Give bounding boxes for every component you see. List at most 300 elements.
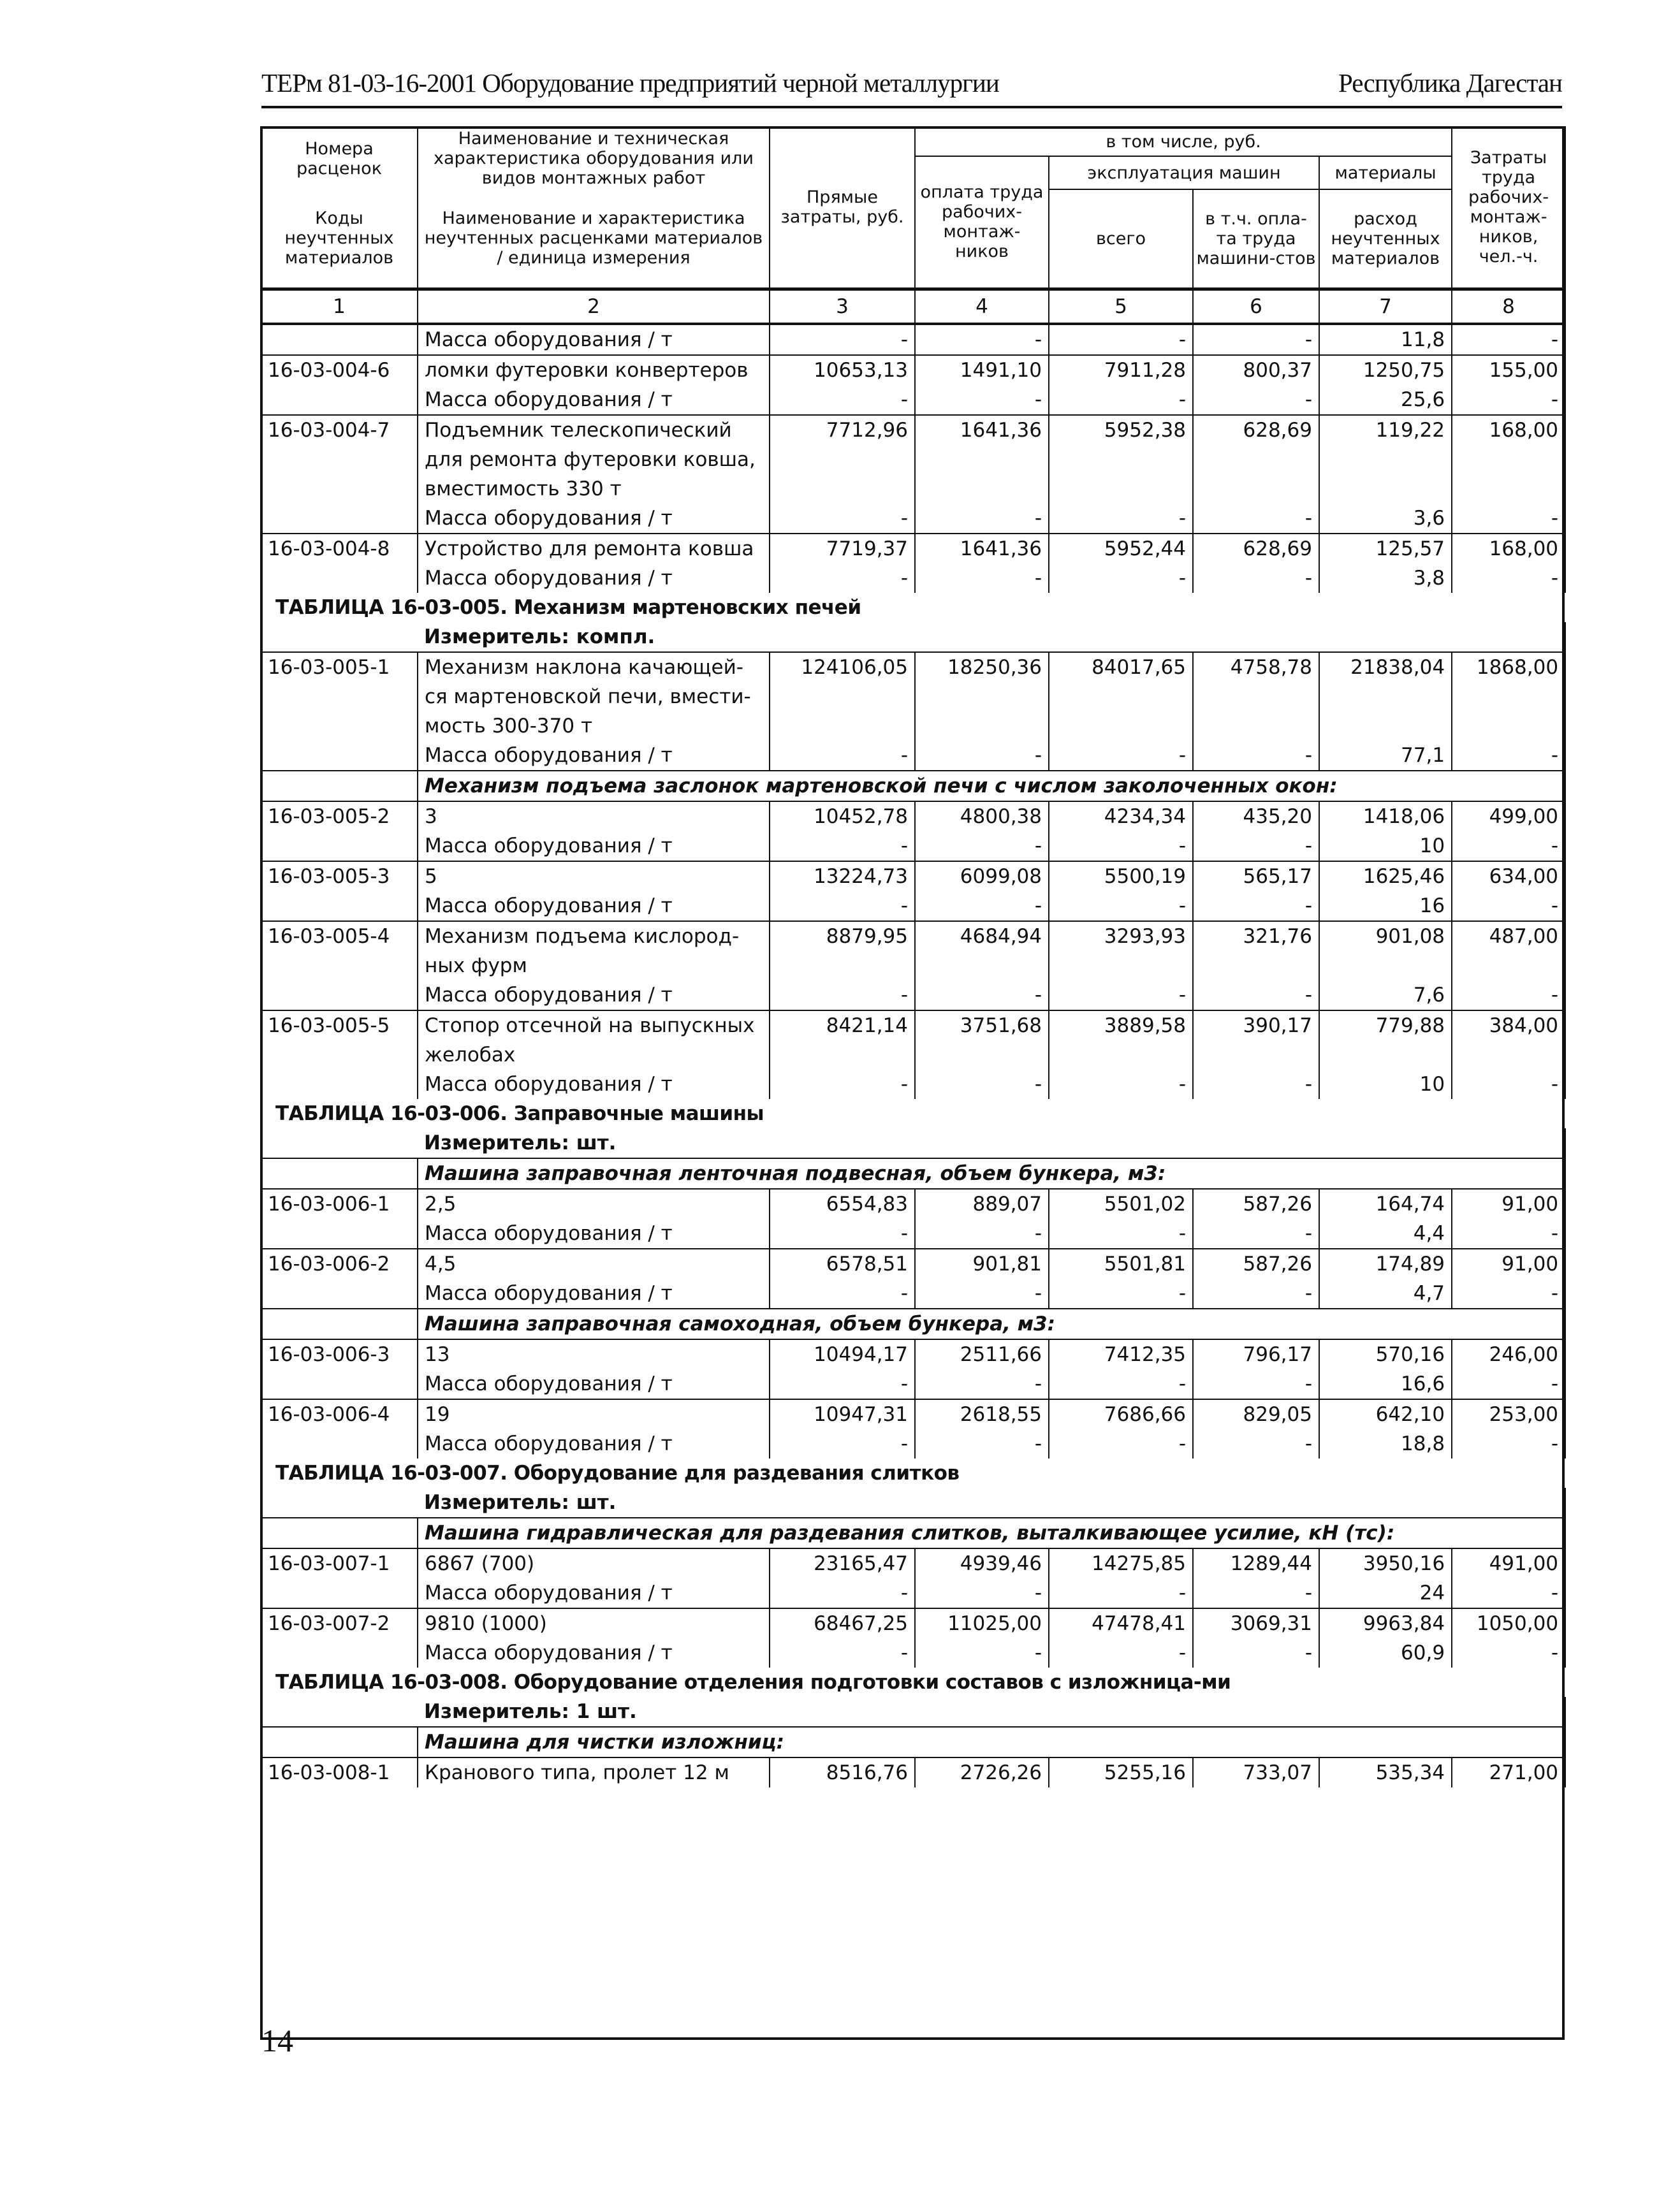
direct-costs: - [770,1219,915,1249]
section-title: ТАБЛИЦА 16-03-007. Оборудование для раздевания слитков [261,1459,1565,1488]
mass-row [261,1070,1565,1099]
machines-total: - [1049,1578,1193,1608]
measure-unit: Измеритель: компл. [418,622,1565,652]
rate-code [261,385,418,415]
machines-total: - [1049,1638,1193,1668]
rate-code [261,831,418,861]
labor-costs: - [1452,1578,1565,1608]
col-machines-total-header: всего [1049,189,1193,289]
direct-costs: - [770,980,915,1010]
group-header-row [261,771,1565,801]
machinists-wages: 1289,44 [1193,1548,1319,1578]
rate-code [261,1429,418,1459]
machinists-wages: 628,69 [1193,415,1319,504]
table-row [261,1608,1565,1638]
document-title: ТЕРм 81-03-16-2001 Оборудование предприятий черной металлургии [261,68,999,98]
machinists-wages: 829,05 [1193,1399,1319,1429]
machinists-wages: - [1193,564,1319,593]
item-name: 9810 (1000) [418,1608,770,1638]
direct-costs: 8516,76 [770,1757,915,1787]
col-number: 5 [1049,289,1193,324]
col-number: 6 [1193,289,1319,324]
item-name: Устройство для ремонта ковша [418,534,770,564]
labor-costs: - [1452,831,1565,861]
page-header [261,68,1562,108]
wages: - [915,1070,1049,1099]
materials: 3,6 [1319,504,1452,534]
col-number: 1 [261,289,418,324]
materials: 60,9 [1319,1638,1452,1668]
spacer [261,1128,418,1158]
materials: 164,74 [1319,1189,1452,1219]
spacer [261,1697,418,1727]
machines-total: 84017,65 [1049,652,1193,741]
machinists-wages: - [1193,741,1319,771]
rate-code [261,1070,418,1099]
mass-row [261,891,1565,921]
direct-costs: 23165,47 [770,1548,915,1578]
materials: 570,16 [1319,1339,1452,1369]
item-name: 6867 (700) [418,1548,770,1578]
materials: 3950,16 [1319,1548,1452,1578]
wages: 2511,66 [915,1339,1049,1369]
direct-costs: 10494,17 [770,1339,915,1369]
col-wages-header: оплата труда рабочих-монтаж-ников [915,156,1049,289]
group-header: Машина заправочная самоходная, объем бункера, м3: [418,1309,1565,1339]
machines-total: - [1049,385,1193,415]
materials: 77,1 [1319,741,1452,771]
col-codes-subheader: Коды неучтенных материалов [261,189,418,289]
col-unaccounted-header: расход неучтенных материалов [1319,189,1452,289]
rate-code: 16-03-005-3 [261,861,418,891]
table-row [261,415,1565,504]
labor-costs: 491,00 [1452,1548,1565,1578]
direct-costs: 13224,73 [770,861,915,891]
machines-total: - [1049,741,1193,771]
machinists-wages: 800,37 [1193,355,1319,385]
labor-costs: - [1452,980,1565,1010]
direct-costs: - [770,1369,915,1399]
spacer [261,1727,418,1757]
labor-costs: 246,00 [1452,1339,1565,1369]
labor-costs: - [1452,385,1565,415]
wages: - [915,1429,1049,1459]
wages: - [915,1279,1049,1309]
wages: - [915,1578,1049,1608]
machines-total: - [1049,891,1193,921]
direct-costs: 10947,31 [770,1399,915,1429]
item-name: Масса оборудования / т [418,1279,770,1309]
wages: - [915,980,1049,1010]
machinists-wages: 565,17 [1193,861,1319,891]
group-header: Механизм подъема заслонок мартеновской печи с числом заколоченных окон: [418,771,1565,801]
wages: 2618,55 [915,1399,1049,1429]
direct-costs: - [770,1638,915,1668]
machinists-wages: 628,69 [1193,534,1319,564]
machinists-wages: - [1193,324,1319,355]
direct-costs: 8879,95 [770,921,915,980]
item-name: Механизм наклона качающей-ся мартеновской печи, вмести-мость 300-370 т [418,652,770,741]
direct-costs: - [770,385,915,415]
item-name: Кранового типа, пролет 12 м [418,1757,770,1787]
item-name: Механизм подъема кислород-ных фурм [418,921,770,980]
wages: 11025,00 [915,1608,1049,1638]
machinists-wages: 321,76 [1193,921,1319,980]
item-name: 13 [418,1339,770,1369]
table-row [261,1249,1565,1279]
direct-costs: - [770,741,915,771]
direct-costs: 7712,96 [770,415,915,504]
rate-code: 16-03-006-4 [261,1399,418,1429]
rate-code [261,1219,418,1249]
direct-costs: - [770,324,915,355]
materials: 535,34 [1319,1757,1452,1787]
machines-total: 7412,35 [1049,1339,1193,1369]
table-row [261,921,1565,980]
page-number: 14 [261,2023,293,2058]
col-number: 3 [770,289,915,324]
price-table [260,126,1566,1787]
region-name: Республика Дагестан [1338,68,1562,98]
rate-code [261,504,418,534]
item-name: Масса оборудования / т [418,1369,770,1399]
direct-costs: - [770,504,915,534]
materials: 25,6 [1319,385,1452,415]
rate-code: 16-03-007-1 [261,1548,418,1578]
wages: 4684,94 [915,921,1049,980]
col-labor-header: Затраты труда рабочих-монтаж-ников, чел.-ч. [1452,127,1565,289]
rate-code: 16-03-005-2 [261,801,418,831]
machinists-wages: 587,26 [1193,1189,1319,1219]
mass-row [261,564,1565,593]
labor-costs: 91,00 [1452,1249,1565,1279]
table-row [261,355,1565,385]
machinists-wages: - [1193,1429,1319,1459]
materials: 11,8 [1319,324,1452,355]
rate-code [261,1369,418,1399]
rate-code: 16-03-006-2 [261,1249,418,1279]
direct-costs: 8421,14 [770,1010,915,1070]
col-incl-header: в том числе, руб. [915,127,1452,156]
direct-costs: - [770,1070,915,1099]
measure-unit: Измеритель: шт. [418,1488,1565,1518]
wages: - [915,324,1049,355]
column-numbers-row [261,289,1565,324]
materials: 642,10 [1319,1399,1452,1429]
wages: 901,81 [915,1249,1049,1279]
wages: 1641,36 [915,415,1049,504]
mass-row [261,1279,1565,1309]
materials: 24 [1319,1578,1452,1608]
rate-code [261,564,418,593]
item-name: Масса оборудования / т [418,504,770,534]
measure-unit: Измеритель: 1 шт. [418,1697,1565,1727]
labor-costs: 499,00 [1452,801,1565,831]
machinists-wages: - [1193,1070,1319,1099]
rate-code [261,324,418,355]
machinists-wages: 3069,31 [1193,1608,1319,1638]
wages: - [915,1638,1049,1668]
rate-code: 16-03-008-1 [261,1757,418,1787]
mass-row [261,1638,1565,1668]
table-section-title [261,1099,1565,1128]
mass-row [261,741,1565,771]
materials: 9963,84 [1319,1608,1452,1638]
rate-code: 16-03-004-6 [261,355,418,385]
item-name: Масса оборудования / т [418,1429,770,1459]
col-name-header: Наименование и техническая характеристика оборудования или видов монтажных работ [418,127,770,189]
wages: - [915,504,1049,534]
direct-costs: 6554,83 [770,1189,915,1219]
wages: - [915,831,1049,861]
labor-costs: - [1452,1638,1565,1668]
machines-total: - [1049,1219,1193,1249]
labor-costs: 1050,00 [1452,1608,1565,1638]
item-name: 2,5 [418,1189,770,1219]
item-name: Масса оборудования / т [418,1070,770,1099]
table-section-title [261,1668,1565,1697]
spacer [261,1488,418,1518]
rate-code [261,980,418,1010]
wages: - [915,564,1049,593]
machinists-wages: - [1193,385,1319,415]
materials: 1418,06 [1319,801,1452,831]
machines-total: - [1049,324,1193,355]
machines-total: 14275,85 [1049,1548,1193,1578]
direct-costs: - [770,831,915,861]
labor-costs: - [1452,741,1565,771]
wages: - [915,385,1049,415]
table-row [261,534,1565,564]
spacer [261,1309,418,1339]
col-codes-header: Номера расценок [261,127,418,189]
table-row [261,1339,1565,1369]
machinists-wages: 435,20 [1193,801,1319,831]
direct-costs: 68467,25 [770,1608,915,1638]
materials: 174,89 [1319,1249,1452,1279]
rate-code: 16-03-007-2 [261,1608,418,1638]
item-name: Стопор отсечной на выпускных желобах [418,1010,770,1070]
table-row [261,1189,1565,1219]
direct-costs: 6578,51 [770,1249,915,1279]
wages: - [915,891,1049,921]
group-header: Машина гидравлическая для раздевания слитков, выталкивающее усилие, кН (тс): [418,1518,1565,1548]
wages: 889,07 [915,1189,1049,1219]
group-header-row [261,1518,1565,1548]
group-header: Машина для чистки изложниц: [418,1727,1565,1757]
direct-costs: - [770,1279,915,1309]
item-name: Масса оборудования / т [418,1219,770,1249]
machines-total: 47478,41 [1049,1608,1193,1638]
col-machines-header: эксплуатация машин [1049,156,1319,189]
table-row [261,1399,1565,1429]
spacer [261,622,418,652]
col-materials-header: материалы [1319,156,1452,189]
item-name: Масса оборудования / т [418,564,770,593]
mass-row [261,1578,1565,1608]
labor-costs: 168,00 [1452,534,1565,564]
direct-costs: 124106,05 [770,652,915,741]
spacer [261,771,418,801]
labor-costs: - [1452,1070,1565,1099]
mass-row [261,324,1565,355]
materials: 16,6 [1319,1369,1452,1399]
wages: 3751,68 [915,1010,1049,1070]
materials: 18,8 [1319,1429,1452,1459]
machines-total: - [1049,1279,1193,1309]
rate-code: 16-03-004-8 [261,534,418,564]
machines-total: 5500,19 [1049,861,1193,891]
labor-costs: 168,00 [1452,415,1565,504]
materials: 1625,46 [1319,861,1452,891]
machinists-wages: 4758,78 [1193,652,1319,741]
machinists-wages: - [1193,504,1319,534]
item-name: Масса оборудования / т [418,831,770,861]
labor-costs: 384,00 [1452,1010,1565,1070]
machines-total: - [1049,1429,1193,1459]
wages: 4939,46 [915,1548,1049,1578]
materials: 21838,04 [1319,652,1452,741]
labor-costs: - [1452,1369,1565,1399]
machines-total: 3293,93 [1049,921,1193,980]
machinists-wages: - [1193,831,1319,861]
machines-total: 5952,44 [1049,534,1193,564]
labor-costs: 487,00 [1452,921,1565,980]
direct-costs: 7719,37 [770,534,915,564]
labor-costs: - [1452,564,1565,593]
item-name: 4,5 [418,1249,770,1279]
wages: 6099,08 [915,861,1049,891]
rate-code: 16-03-006-3 [261,1339,418,1369]
labor-costs: - [1452,1429,1565,1459]
col-number: 7 [1319,289,1452,324]
machines-total: 5255,16 [1049,1757,1193,1787]
machines-total: - [1049,564,1193,593]
machinists-wages: - [1193,891,1319,921]
machinists-wages: - [1193,1279,1319,1309]
machines-total: 7686,66 [1049,1399,1193,1429]
item-name: 3 [418,801,770,831]
machinists-wages: 390,17 [1193,1010,1319,1070]
machinists-wages: 587,26 [1193,1249,1319,1279]
rate-code [261,1638,418,1668]
measure-unit: Измеритель: шт. [418,1128,1565,1158]
mass-row [261,1369,1565,1399]
col-name-subheader: Наименование и характеристика неучтенных расценками материалов / единица измерения [418,189,770,289]
item-name: Масса оборудования / т [418,980,770,1010]
table-section-title [261,593,1565,622]
machines-total: - [1049,1369,1193,1399]
table-row [261,1548,1565,1578]
labor-costs: 634,00 [1452,861,1565,891]
col-direct-costs-header: Прямые затраты, руб. [770,127,915,289]
machinists-wages: - [1193,980,1319,1010]
rate-code: 16-03-005-1 [261,652,418,741]
materials: 119,22 [1319,415,1452,504]
mass-row [261,385,1565,415]
materials: 4,7 [1319,1279,1452,1309]
mass-row [261,1219,1565,1249]
materials: 779,88 [1319,1010,1452,1070]
wages: 18250,36 [915,652,1049,741]
group-header: Машина заправочная ленточная подвесная, объем бункера, м3: [418,1158,1565,1189]
col-number: 4 [915,289,1049,324]
item-name: Масса оборудования / т [418,1578,770,1608]
labor-costs: - [1452,504,1565,534]
col-number: 8 [1452,289,1565,324]
item-name: Масса оборудования / т [418,385,770,415]
group-header-row [261,1309,1565,1339]
mass-row [261,1429,1565,1459]
direct-costs: - [770,1578,915,1608]
labor-costs: - [1452,324,1565,355]
table-row [261,652,1565,741]
rate-code [261,1578,418,1608]
machines-total: 3889,58 [1049,1010,1193,1070]
labor-costs: 91,00 [1452,1189,1565,1219]
machinists-wages: - [1193,1578,1319,1608]
item-name: Масса оборудования / т [418,741,770,771]
item-name: Масса оборудования / т [418,891,770,921]
item-name: Масса оборудования / т [418,1638,770,1668]
machines-total: - [1049,504,1193,534]
direct-costs: 10653,13 [770,355,915,385]
wages: 1641,36 [915,534,1049,564]
machines-total: 5952,38 [1049,415,1193,504]
machines-total: - [1049,831,1193,861]
item-name: 19 [418,1399,770,1429]
section-title: ТАБЛИЦА 16-03-008. Оборудование отделения подготовки составов с изложница-ми [261,1668,1565,1697]
materials: 10 [1319,831,1452,861]
mass-row [261,980,1565,1010]
labor-costs: - [1452,891,1565,921]
rate-code [261,741,418,771]
spacer [261,1158,418,1189]
materials: 10 [1319,1070,1452,1099]
machines-total: 5501,81 [1049,1249,1193,1279]
labor-costs: 155,00 [1452,355,1565,385]
machines-total: 7911,28 [1049,355,1193,385]
direct-costs: 10452,78 [770,801,915,831]
col-machinists-header: в т.ч. опла-та труда машини-стов [1193,189,1319,289]
machines-total: 4234,34 [1049,801,1193,831]
wages: - [915,741,1049,771]
col-number: 2 [418,289,770,324]
machinists-wages: 733,07 [1193,1757,1319,1787]
item-name: ломки футеровки конвертеров [418,355,770,385]
table-row [261,1757,1565,1787]
rate-code [261,891,418,921]
machinists-wages: - [1193,1219,1319,1249]
materials: 1250,75 [1319,355,1452,385]
labor-costs: 271,00 [1452,1757,1565,1787]
materials: 901,08 [1319,921,1452,980]
labor-costs: - [1452,1279,1565,1309]
wages: 2726,26 [915,1757,1049,1787]
rate-code [261,1279,418,1309]
materials: 4,4 [1319,1219,1452,1249]
wages: 4800,38 [915,801,1049,831]
rate-code: 16-03-006-1 [261,1189,418,1219]
wages: - [915,1219,1049,1249]
labor-costs: 253,00 [1452,1399,1565,1429]
machines-total: - [1049,1070,1193,1099]
measure-unit-row [261,1128,1565,1158]
item-name: Масса оборудования / т [418,324,770,355]
measure-unit-row [261,622,1565,652]
machines-total: - [1049,980,1193,1010]
materials: 3,8 [1319,564,1452,593]
